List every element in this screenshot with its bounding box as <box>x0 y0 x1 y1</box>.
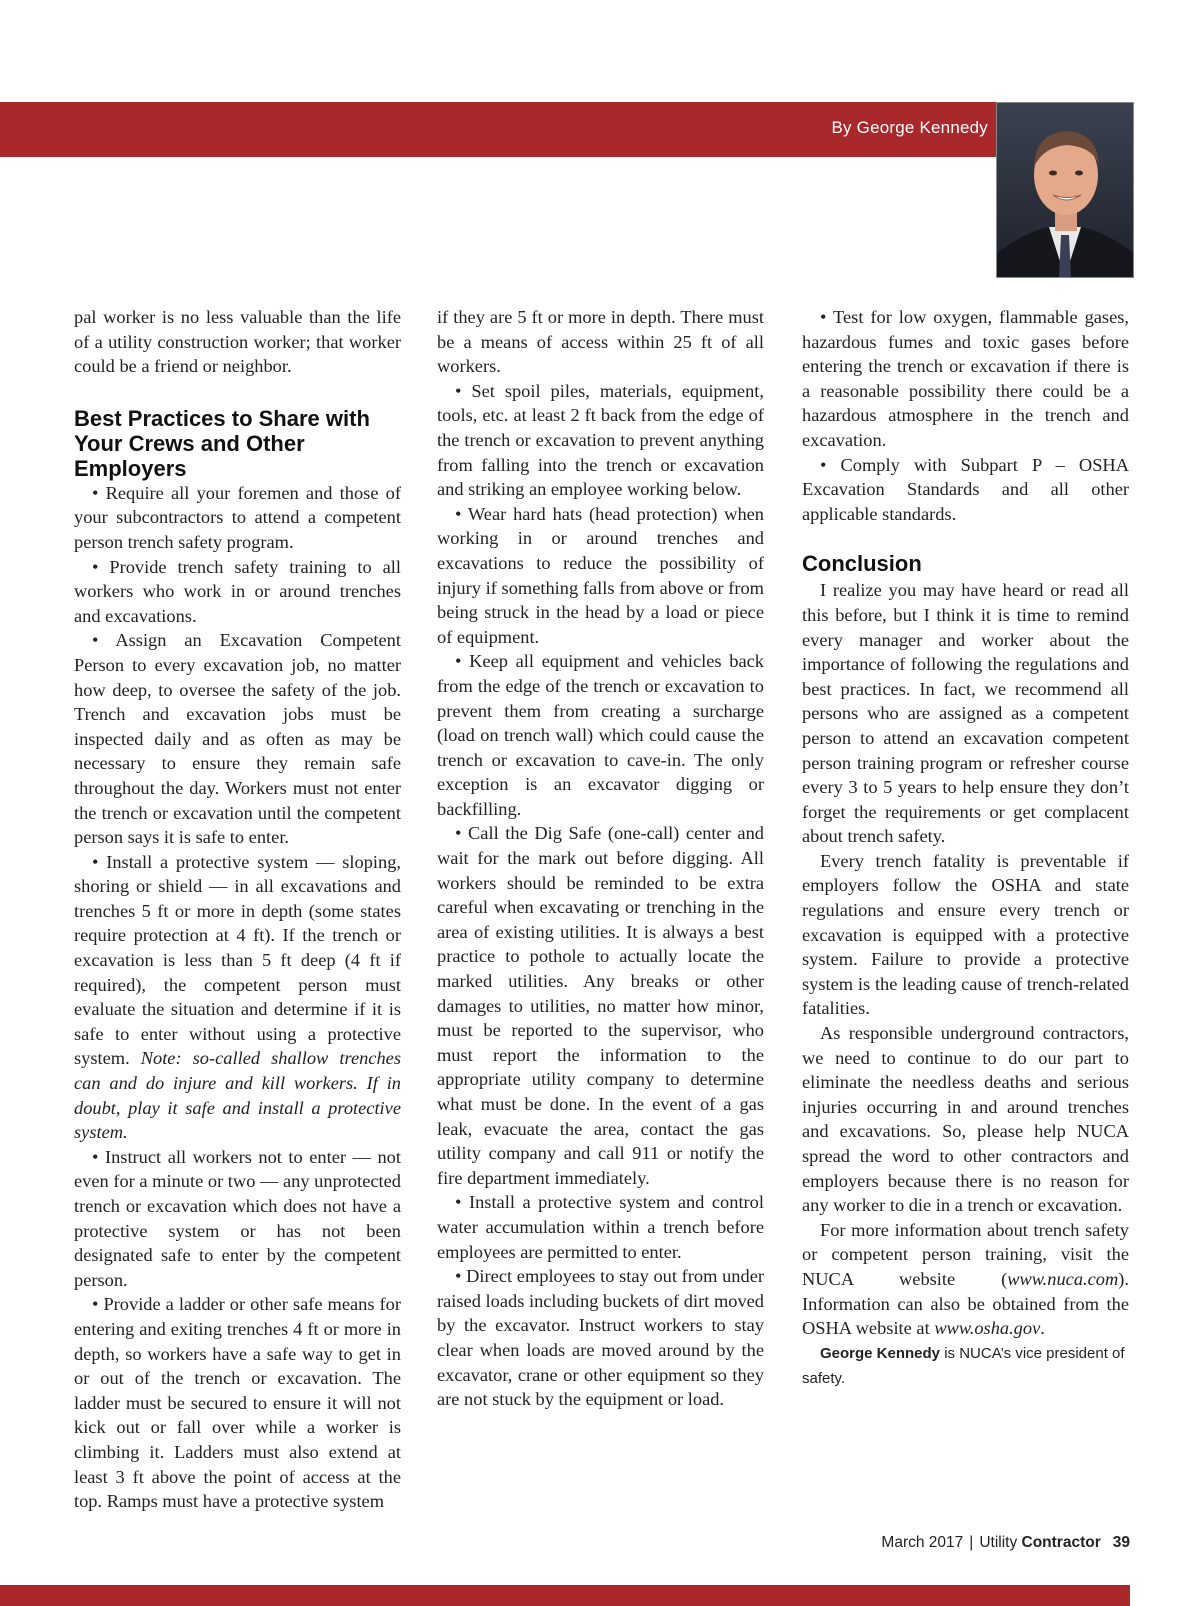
magazine-name-light: Utility <box>979 1534 1018 1551</box>
bullet-paragraph: • Comply with Subpart P – OSHA Excavation Standards and all other applicable standards. <box>802 454 1129 524</box>
osha-link[interactable]: www.osha.gov <box>934 1318 1041 1339</box>
bio-text: is NUCA’s vice president of safety. <box>802 1344 1125 1387</box>
author-photo <box>996 102 1134 278</box>
bullet-paragraph: • Provide a ladder or other safe means for entering and exiting trenches 4 ft or more in depth, so workers have a safe way to get in or out of the trench or excavation. The ladder must be secured to ensure it will not kick out or fall over while a worker is climbing it. Ladders must also extend at least 3 ft above the point of access at the top. Ramps must have a protective system <box>74 1294 401 1512</box>
author-bio <box>802 1341 1129 1391</box>
footer-band <box>0 1585 1130 1606</box>
bullet-paragraph: • Test for low oxygen, flammable gases, hazardous fumes and toxic gases before entering the trench or excavation if there is a reasonable possibility there could be a hazardous atmosphere in the trench and excavation. <box>802 307 1129 450</box>
paragraph <box>802 1218 1129 1341</box>
bullet-paragraph: • Set spoil piles, materials, equipment, tools, etc. at least 2 ft back from the edge of the trench or excavation to prevent anything from falling into the trench or excavation and striking an employee working below. <box>437 380 764 500</box>
header-band <box>0 102 1000 157</box>
bio-name: George Kennedy <box>820 1344 941 1362</box>
section-heading-conclusion: Conclusion <box>802 551 922 577</box>
text-run: ). Information can also be obtained from the OSHA website at <box>802 1268 1129 1339</box>
bullet-paragraph: • Require all your foremen and those of your subcontractors to attend a competent person trench safety program. <box>74 482 401 552</box>
author-portrait-icon <box>997 103 1133 277</box>
footer-separator: | <box>969 1534 974 1551</box>
text-run: For more information about trench safety or competent person training, visit the NUCA website ( <box>802 1219 1129 1289</box>
nuca-link[interactable]: www.nuca.com <box>1007 1268 1119 1289</box>
magazine-name-bold: Contractor <box>1021 1534 1101 1551</box>
paragraph: As responsible underground contractors, we need to continue to do our part to eliminate the needless deaths and serious injuries occurring in and around trenches and excavations. So, please help NUCA spread the word to other contractors and employers because there is no reason for any worker to die in a trench or excavation. <box>802 1023 1129 1216</box>
bullet-paragraph: • Direct employees to stay out from under raised loads including buckets of dirt moved by the excavator. Instruct workers to stay clear when loads are moved around by the excavator, crane or other equipment so they are not stuck by the equipment or load. <box>437 1266 764 1410</box>
page-footer <box>881 1534 1130 1552</box>
italic-note: Note: so-called shallow trenches can and do injure and kill workers. If in doubt, play it safe and install a protective system. <box>74 1048 401 1143</box>
bullet-paragraph: • Assign an Excavation Competent Person to every excavation job, no matter how deep, to oversee the safety of the job. Trench and excavation jobs must be inspected daily and as often as may be necessary to ensure they remain safe throughout the day. Workers must not enter the trench or excavation until the competent person says it is safe to enter. <box>74 630 401 848</box>
bullet-text: • Install a protective system — sloping, shoring or shield — in all excavations and trenches 5 ft or more in depth (some states require protection at 4 ft). If the trench or excavation is less than 5 ft deep (4 ft if required), the competent person must evaluate the situation and determine if it is safe to enter without using a protective system. <box>74 851 401 1069</box>
bullet-paragraph: • Keep all equipment and vehicles back from the edge of the trench or excavation to prevent them from creating a surcharge (load on trench wall) which could cause the trench or excavation to cave-in. The only exception is an excavator digging or backfilling. <box>437 651 764 819</box>
bullet-paragraph: • Provide trench safety training to all workers who work in or around trenches and excavations. <box>74 556 401 626</box>
bullet-paragraph: • Call the Dig Safe (one-call) center and wait for the mark out before digging. All workers should be reminded to be extra careful when excavating or trenching in the area of existing utilities. It is always a best practice to pothole to actually locate the marked utilities. Any breaks or other damages to utilities, no matter how minor, must be reported to the supervisor, who must report the information to the appropriate utility company to determine what must be done. In the event of a gas leak, evacuate the area, contact the gas utility company and call 911 or notify the fire department immediately. <box>437 823 764 1188</box>
text-run: . <box>1040 1318 1045 1339</box>
bullet-paragraph: • Instruct all workers not to enter — not even for a minute or two — any unprotected trench or excavation which does not have a protective system or has not been designated safe to enter by the competent person. <box>74 1146 401 1290</box>
page-number: 39 <box>1112 1534 1130 1551</box>
column-2 <box>437 305 764 1412</box>
column-3 <box>802 305 1129 1391</box>
bullet-paragraph: • Install a protective system and control water accumulation within a trench before employees are permitted to enter. <box>437 1192 764 1262</box>
paragraph: I realize you may have heard or read all this before, but I think it is time to remind every manager and worker about the importance of following the regulations and best practices. In fact, we recommend all persons who are assigned as a competent person to attend an excavation competent person training program or refresher course every 3 to 5 years to help ensure they don’t forget the requirements or get complacent about trench safety. <box>802 580 1129 847</box>
column-1 <box>74 305 401 1514</box>
section-heading-best-practices: Best Practices to Share with Your Crews and Other Employers <box>74 405 370 481</box>
issue-date: March 2017 <box>881 1534 964 1551</box>
byline: By George Kennedy <box>831 118 988 137</box>
paragraph: pal worker is no less valuable than the life of a utility construction worker; that worker could be a friend or neighbor. <box>74 307 401 377</box>
bullet-paragraph <box>74 850 401 1145</box>
paragraph: if they are 5 ft or more in depth. There must be a means of access within 25 ft of all workers. <box>437 307 764 377</box>
bullet-paragraph: • Wear hard hats (head protection) when working in or around trenches and excavations to reduce the possibility of injury if something falls from above or from being struck in the head by a load or piece of equipment. <box>437 503 764 647</box>
paragraph: Every trench fatality is preventable if employers follow the OSHA and state regulations and ensure every trench or excavation is equipped with a protective system. Failure to provide a protective system is the leading cause of trench-related fatalities. <box>802 850 1129 1019</box>
